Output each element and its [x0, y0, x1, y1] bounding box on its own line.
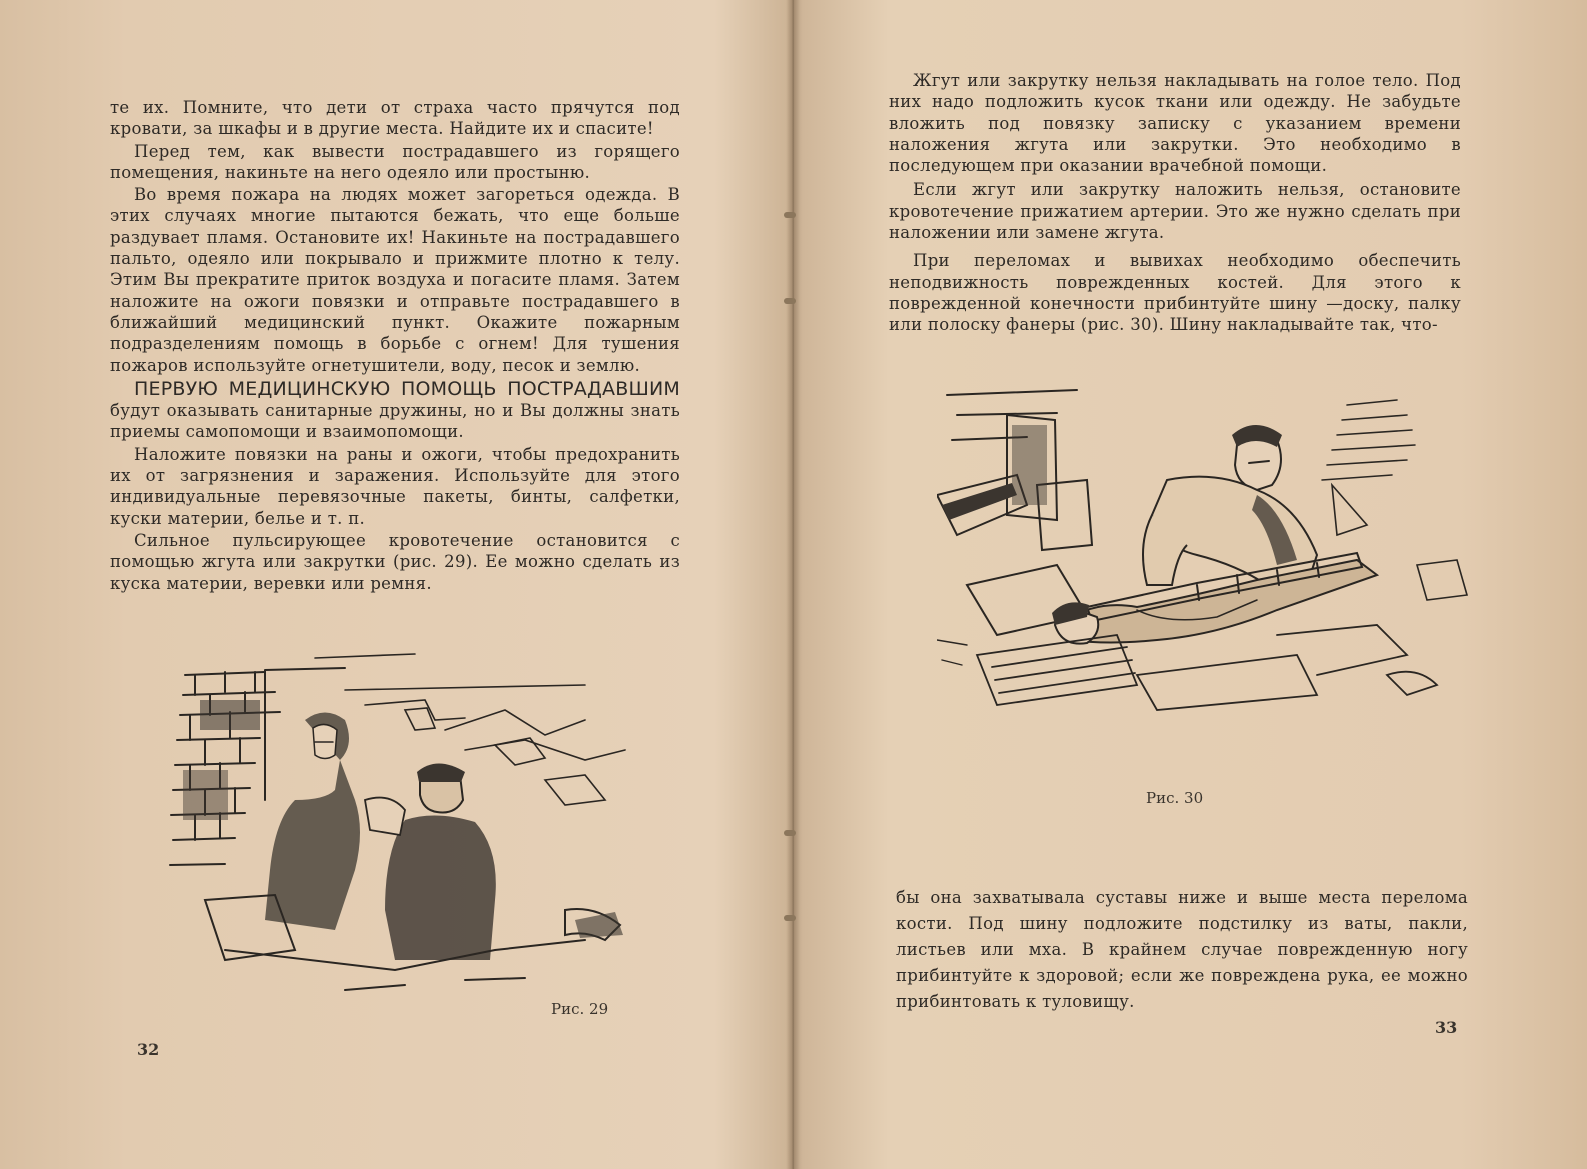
paragraph: Жгут или закрутку нельзя накладывать на голое тело. Под них надо подложить кусок ткани или одежду. Не забудьте вложить под повязку записку с указанием времени наложения жгута или закрутки. Это необходимо в последующем при оказании врачебной помощи. — [889, 71, 1461, 176]
left-page-text — [110, 97, 680, 594]
paragraph: бы она захватывала суставы ниже и выше места перелома кости. Под шину подложите подстилку из ваты, пакли, листьев или мха. В крайнем случае поврежденную ногу прибинтуйте к здоровой; если же повреждена рука, ее можно прибинтовать к туловищу. — [896, 888, 1468, 1011]
figure-29-caption: Рис. 29 — [551, 1000, 609, 1018]
left-page — [0, 0, 793, 1169]
right-page-text-bottom — [896, 885, 1468, 1015]
headline-caps: ПЕРВУЮ МЕДИЦИНСКУЮ ПОМОЩЬ ПОСТРАДАВШИМ — [134, 377, 680, 400]
paragraph: Наложите повязки на раны и ожоги, чтобы предохранить их от загрязнения и заражения. Используйте для этого индивидуальные перевязочные пакеты, бинты, салфетки, куски материи, белье и т. п. — [110, 444, 680, 528]
headline-paragraph — [110, 379, 680, 443]
figure-30-illustration — [937, 385, 1477, 725]
figure-30-caption: Рис. 30 — [1146, 789, 1204, 807]
paragraph: Если жгут или закрутку наложить нельзя, остановите кровотечение прижатием артерии. Это же нужно сделать при наложении или замене жгута. — [889, 180, 1461, 243]
right-page — [797, 0, 1587, 1169]
paragraph: Во время пожара на людях может загореться одежда. В этих случаях многие пытаются бежать, что еще больше раздувает пламя. Остановите их! Накиньте на пострадавшего пальто, одеяло или покрывало и прижмите плотно к телу. Этим Вы прекратите приток воздуха и погасите пламя. Затем наложите на ожоги повязки и отправьте пострадавшего в ближайший медицинский пункт. Окажите пожарным подразделениям помощь в борьбе с огнем! Для тушения пожаров используйте огнетушители, воду, песок и землю. — [110, 185, 680, 375]
paragraph: те их. Помните, что дети от страха часто прячутся под кровати, за шкафы и в другие места. Найдите их и спасите! — [110, 98, 680, 139]
paragraph: Сильное пульсирующее кровотечение остановится с помощью жгута или закрутки (рис. 29). Ее можно сделать из куска материи, веревки или ремня. — [110, 530, 680, 593]
right-page-text-top — [889, 70, 1461, 336]
headline-rest: будут оказывать санитарные дружины, но и Вы должны знать приемы самопомощи и взаимопомощи. — [110, 401, 680, 442]
paragraph: Перед тем, как вывести пострадавшего из горящего помещения, накиньте на него одеяло или простыню. — [110, 141, 680, 182]
figure-29-illustration — [165, 650, 645, 1000]
paragraph: При переломах и вывихах необходимо обеспечить неподвижность поврежденных костей. Для этого к поврежденной конечности прибинтуйте шину —доску, палку или полоску фанеры (рис. 30). Шину накладывайте так, что- — [889, 251, 1461, 335]
page-number: 32 — [137, 1040, 160, 1059]
page-number: 33 — [1435, 1018, 1458, 1037]
